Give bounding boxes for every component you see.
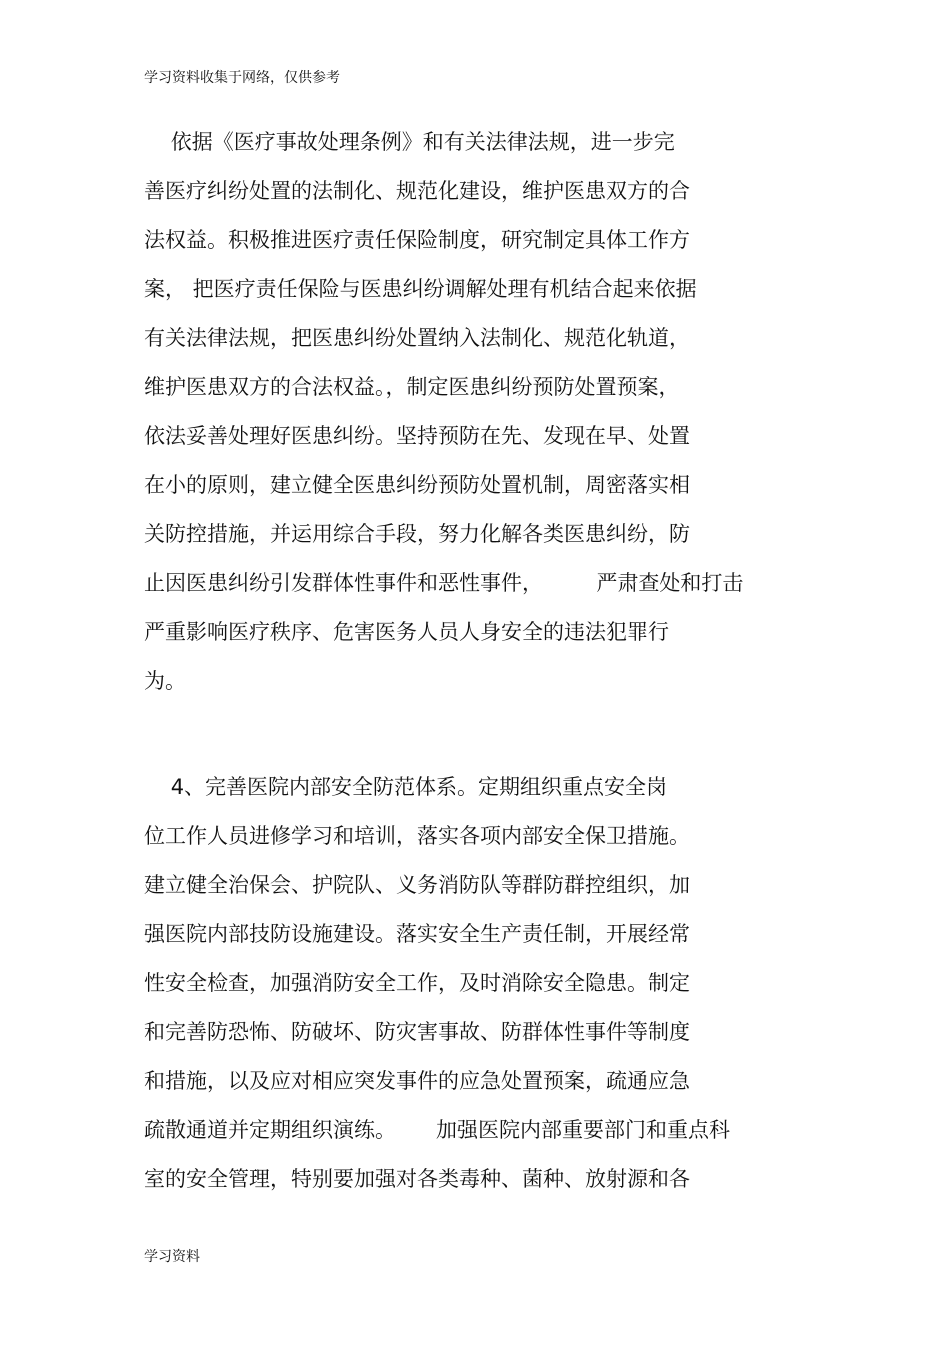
text-line: 性安全检查，加强消防安全工作，及时消除安全隐患。制定 — [144, 971, 690, 995]
text-line: 为。 — [144, 669, 186, 693]
text-line: 法权益。积极推进医疗责任保险制度，研究制定具体工作方 — [144, 228, 690, 252]
text-line: 严重影响医疗秩序、危害医务人员人身安全的违法犯罪行 — [144, 620, 669, 644]
text-line: 止因医患纠纷引发群体性事件和恶性事件， 严肃查处和打击 — [144, 571, 744, 595]
text-line: 依法妥善处理好医患纠纷。坚持预防在先、发现在早、处置 — [144, 424, 690, 448]
text-line: 位工作人员进修学习和培训，落实各项内部安全保卫措施。 — [144, 824, 690, 848]
text-line: 在小的原则，建立健全医患纠纷预防处置机制，周密落实相 — [144, 473, 690, 497]
text-line: 4、完善医院内部安全防范体系。定期组织重点安全岗 — [144, 775, 668, 799]
text-line: 有关法律法规，把医患纠纷处置纳入法制化、规范化轨道， — [144, 326, 690, 350]
text-line: 善医疗纠纷处置的法制化、规范化建设，维护医患双方的合 — [144, 179, 690, 203]
text-line: 建立健全治保会、护院队、义务消防队等群防群控组织，加 — [144, 873, 690, 897]
paragraph-1 — [144, 118, 844, 706]
paragraph-2 — [144, 763, 844, 1204]
text-line: 疏散通道并定期组织演练。 加强医院内部重要部门和重点科 — [144, 1118, 731, 1142]
page-footer: 学习资料 — [144, 1249, 200, 1265]
text-line: 维护医患双方的合法权益。，制定医患纠纷预防处置预案， — [144, 375, 680, 399]
text-line: 和完善防恐怖、防破坏、防灾害事故、防群体性事件等制度 — [144, 1020, 690, 1044]
text-line: 依据《医疗事故处理条例》和有关法律法规，进一步完 — [144, 130, 675, 154]
text-line: 案， 把医疗责任保险与医患纠纷调解处理有机结合起来依据 — [144, 277, 697, 301]
text-line: 室的安全管理，特别要加强对各类毒种、菌种、放射源和各 — [144, 1167, 690, 1191]
text-line: 关防控措施，并运用综合手段，努力化解各类医患纠纷，防 — [144, 522, 690, 546]
page-header: 学习资料收集于网络，仅供参考 — [144, 70, 340, 86]
text-line: 强医院内部技防设施建设。落实安全生产责任制，开展经常 — [144, 922, 690, 946]
text-line: 和措施，以及应对相应突发事件的应急处置预案，疏通应急 — [144, 1069, 690, 1093]
